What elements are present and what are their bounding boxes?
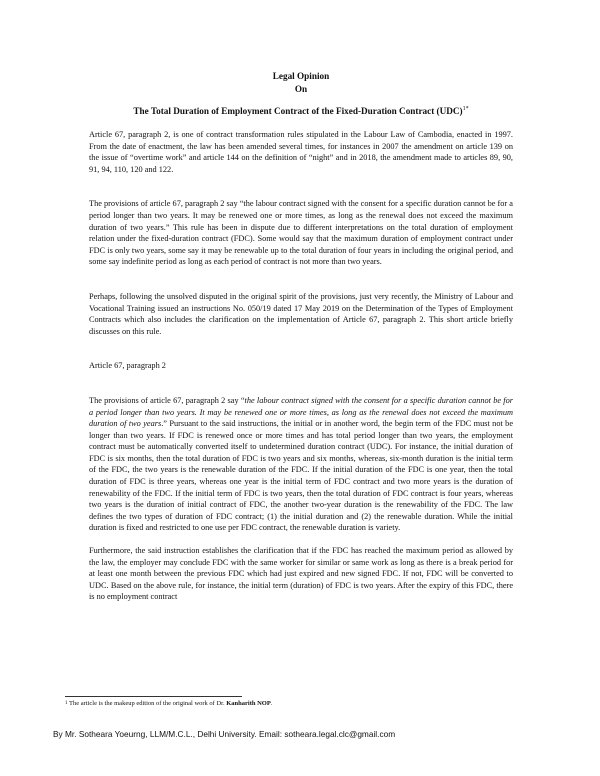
title-line-1: Legal Opinion [272, 71, 330, 81]
footnote-text: The article is the makeup edition of the original work of Dr. [67, 700, 227, 707]
footnote [65, 699, 535, 708]
title-line-2: On [294, 84, 308, 94]
paragraph-analysis-lead: The provisions of article 67, paragraph 2 say “ [89, 395, 245, 405]
document-body [89, 70, 513, 603]
footnote-mark: 1 [65, 701, 68, 706]
footnote-end: . [270, 700, 273, 707]
paragraph-provisions: The provisions of article 67, paragraph 2 say “the labour contract signed with the consent for a specific duration cannot be for a period longer than two years. It may be renewed one or more times, as long as the renewal does not exceed the maximum duration of two years.” This rule has been in dispute due to different interpretations on the total duration of employment relation under the fixed-duration contract (FDC). Some would say that the maximum duration of employment contract under FDC is only two years, some say it may be renewable up to the total duration of four years in including the original period, and some say indefinite period as long as each period of contract is not more than two years. [89, 199, 513, 267]
paragraph-intro: Article 67, paragraph 2, is one of contract transformation rules stipulated in the Labour Law of Cambodia, enacted in 1997. From the date of enactment, the law has been amended several times, for instances in 2007 the amendment on article 139 on the issue of “overtime work” and article 144 on the definition of “night” and in 2018, the amendment made to articles 89, 90, 91, 94, 110, 120 and 122. [89, 130, 513, 174]
title-line-3 [89, 105, 513, 118]
title-block [89, 70, 513, 118]
paragraph-analysis-rest: .” Pursuant to the said instructions, the initial or in another word, the begin term of the FDC must not be longer than two years. If FDC is renewed once or more times and has total period longer than two years, the employment contract must be automatically converted itself to undetermined duration contract (UDC). For instance, the initial duration of FDC is six months, then the total duration of FDC is two years and six months, whereas, six-month duration is the initial term of the FDC, the two years is the renewable duration of the FDC. If the initial duration of the FDC is one year, then the total duration of FDC is three years, whereas one year is the initial term of FDC contract and two more years is the duration of renewability of the FDC. If the initial term of FDC is two years, then the total duration of FDC contract is four years, whereas two years is the duration of initial contract of FDC, the another two-year duration is the renewability of the FDC. The law defines the two types of duration of FDC contract; (1) the initial duration and (2) the renewable duration. While the initial duration is fixed and restricted to one use per FDC contract, the renewable duration is variety. [89, 419, 514, 533]
section-heading: Article 67, paragraph 2 [89, 361, 166, 371]
paragraph-analysis [89, 395, 513, 534]
page-footer: By Mr. Sotheara Yoeurng, LLM/M.C.L., Delhi University. Email: sotheara.legal.clc@gmail.com [53, 729, 396, 739]
footnote-author: Kanharith NOP [226, 700, 271, 707]
footnote-divider [65, 696, 242, 697]
paragraph-analysis-quote: the labour contract signed with the consent for a specific duration cannot be for a period longer than two years. It may be renewed one or more times, as long as the renewal does not exceed the maximum duration of two years [89, 395, 513, 429]
title-footnote-mark: 1* [462, 106, 469, 112]
title-text: The Total Duration of Employment Contract of the Fixed-Duration Contract (UDC) [133, 106, 463, 116]
paragraph-instruction: Perhaps, following the unsolved disputed in the original spirit of the provisions, just very recently, the Ministry of Labour and Vocational Training issued an instructions No. 050/19 dated 17 May 2019 on the Determination of the Types of Employment Contracts which also includes the clarification on the implementation of Article 67, paragraph 2. This short article briefly discusses on this rule. [89, 291, 513, 336]
paragraph-furthermore: Furthermore, the said instruction establishes the clarification that if the FDC has reached the maximum period as allowed by the law, the employer may conclude FDC with the same worker for similar or same work as long as there is a break period for at least one month between the previous FDC which had just expired and new signed FDC. If not, FDC will be converted to UDC. Based on the above rule, for instance, the initial term (duration) of FDC is two years. After the expiry of this FDC, there is no employment contract [89, 546, 513, 602]
